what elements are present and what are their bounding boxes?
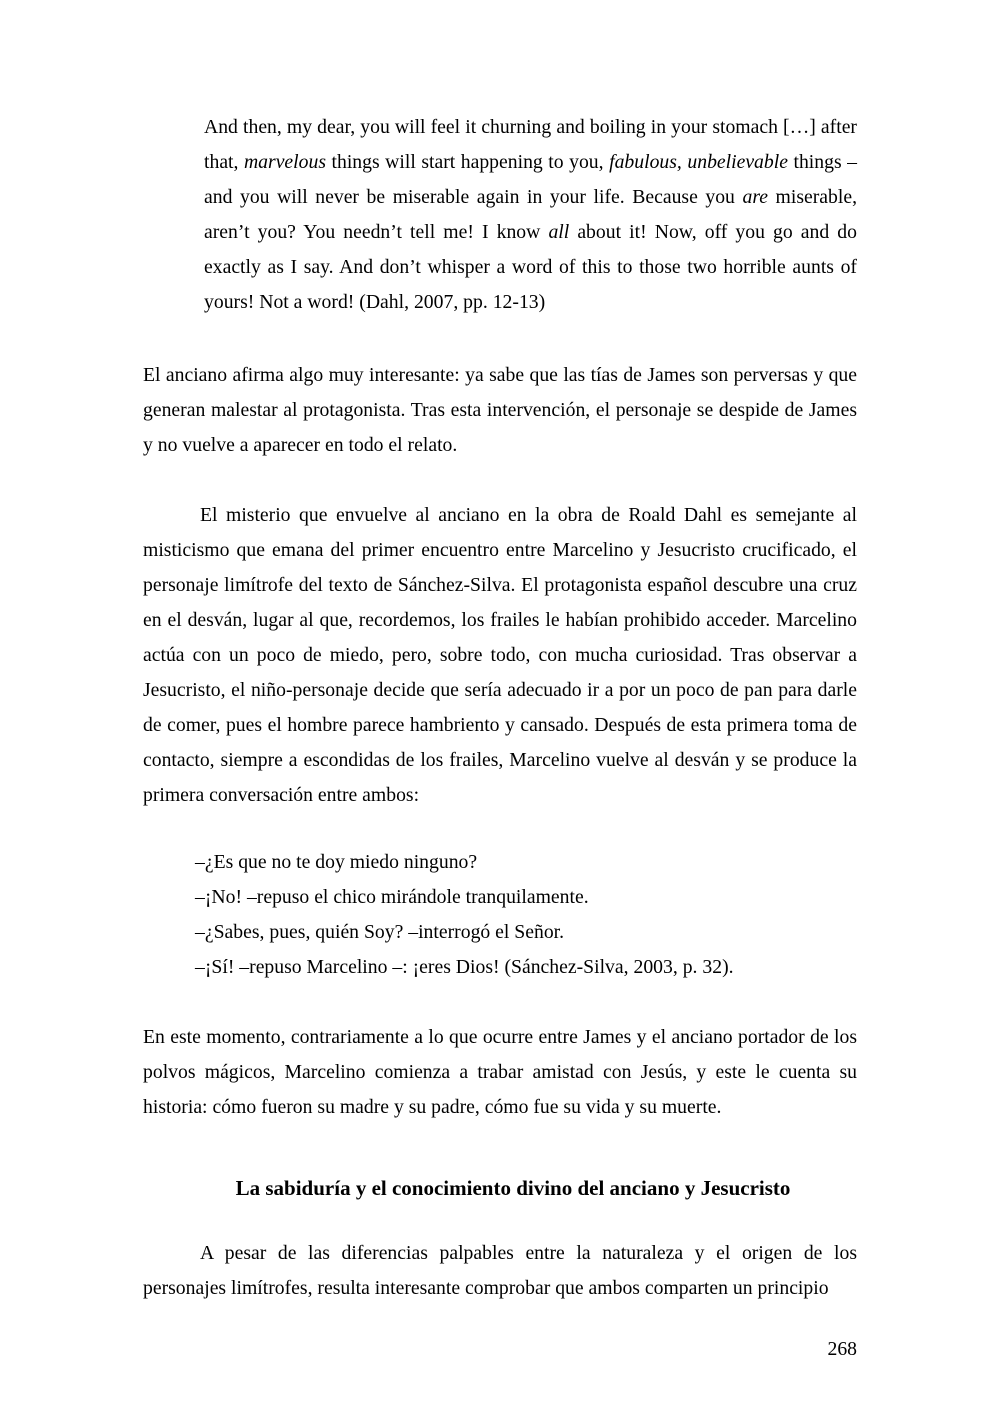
quote-segment-italic: marvelous xyxy=(243,151,326,173)
paragraph-anciano-afirma: El anciano afirma algo muy interesante: ya sabe que las tías de James son perversas y que generan malestar al protagonista. Tras esta intervención, el personaje se despide de James y no vuelve a aparecer en todo el relato. xyxy=(143,364,857,456)
quote-segment: miserable, aren’t you? You needn’t tell me! I know xyxy=(204,186,857,243)
quote-segment-italic: are xyxy=(742,186,768,208)
quote-segment-italic: all xyxy=(548,221,570,243)
quote-segment: things will start happening to you, xyxy=(326,151,610,173)
quote-segment: things – and you will never be miserable again in your life. Because you xyxy=(204,151,857,208)
dialogue-line: –¿Es que no te doy miedo ninguno? xyxy=(195,851,478,873)
dialogue-line: –¡No! –repuso el chico mirándole tranquilamente. xyxy=(195,886,589,908)
dialogue-line: –¿Sabes, pues, quién Soy? –interrogó el Señor. xyxy=(195,921,565,943)
paragraph-misterio: El misterio que envuelve al anciano en la obra de Roald Dahl es semejante al misticismo que emana del primer encuentro entre Marcelino y Jesucristo crucificado, el personaje limítrofe del texto de Sánchez-Silva. El protagonista español descubre una cruz en el desván, lugar al que, recordemos, los frailes le habían prohibido acceder. Marcelino actúa con un poco de miedo, pero, sobre todo, con mucha curiosidad. Tras observar a Jesucristo, el niño-personaje decide que sería adecuado ir a por un poco de pan para darle de comer, pues el hombre parece hambriento y cansado. Después de esta primera toma de contacto, siempre a escondidas de los frailes, Marcelino vuelve al desván y se produce la primera conversación entre ambos: xyxy=(143,504,857,806)
quote-segment-italic: fabulous, unbelievable xyxy=(609,151,788,173)
dialogue-line: –¡Sí! –repuso Marcelino –: ¡eres Dios! (Sánchez-Silva, 2003, p. 32). xyxy=(195,956,734,978)
block-quote xyxy=(204,110,857,320)
paragraph-en-este-momento: En este momento, contrariamente a lo que ocurre entre James y el anciano portador de los polvos mágicos, Marcelino comienza a trabar amistad con Jesús, y este le cuenta su historia: cómo fueron su madre y su padre, cómo fue su vida y su muerte. xyxy=(143,1026,857,1118)
quote-segment: And then, my dear, you will feel it churning and boiling in your stomach […] after that, xyxy=(204,116,857,173)
section-heading: La sabiduría y el conocimiento divino del anciano y Jesucristo xyxy=(235,1176,791,1200)
page-number: 268 xyxy=(827,1338,857,1360)
dialogue-block xyxy=(195,845,857,985)
paragraph-a-pesar: A pesar de las diferencias palpables entre la naturaleza y el origen de los personajes limítrofes, resulta interesante comprobar que ambos comparten un principio xyxy=(143,1242,857,1299)
quote-segment: about it! Now, off you go and do exactly as I say. And don’t whisper a word of this to those two horrible aunts of yours! Not a word! (Dahl, 2007, pp. 12-13) xyxy=(204,221,857,313)
